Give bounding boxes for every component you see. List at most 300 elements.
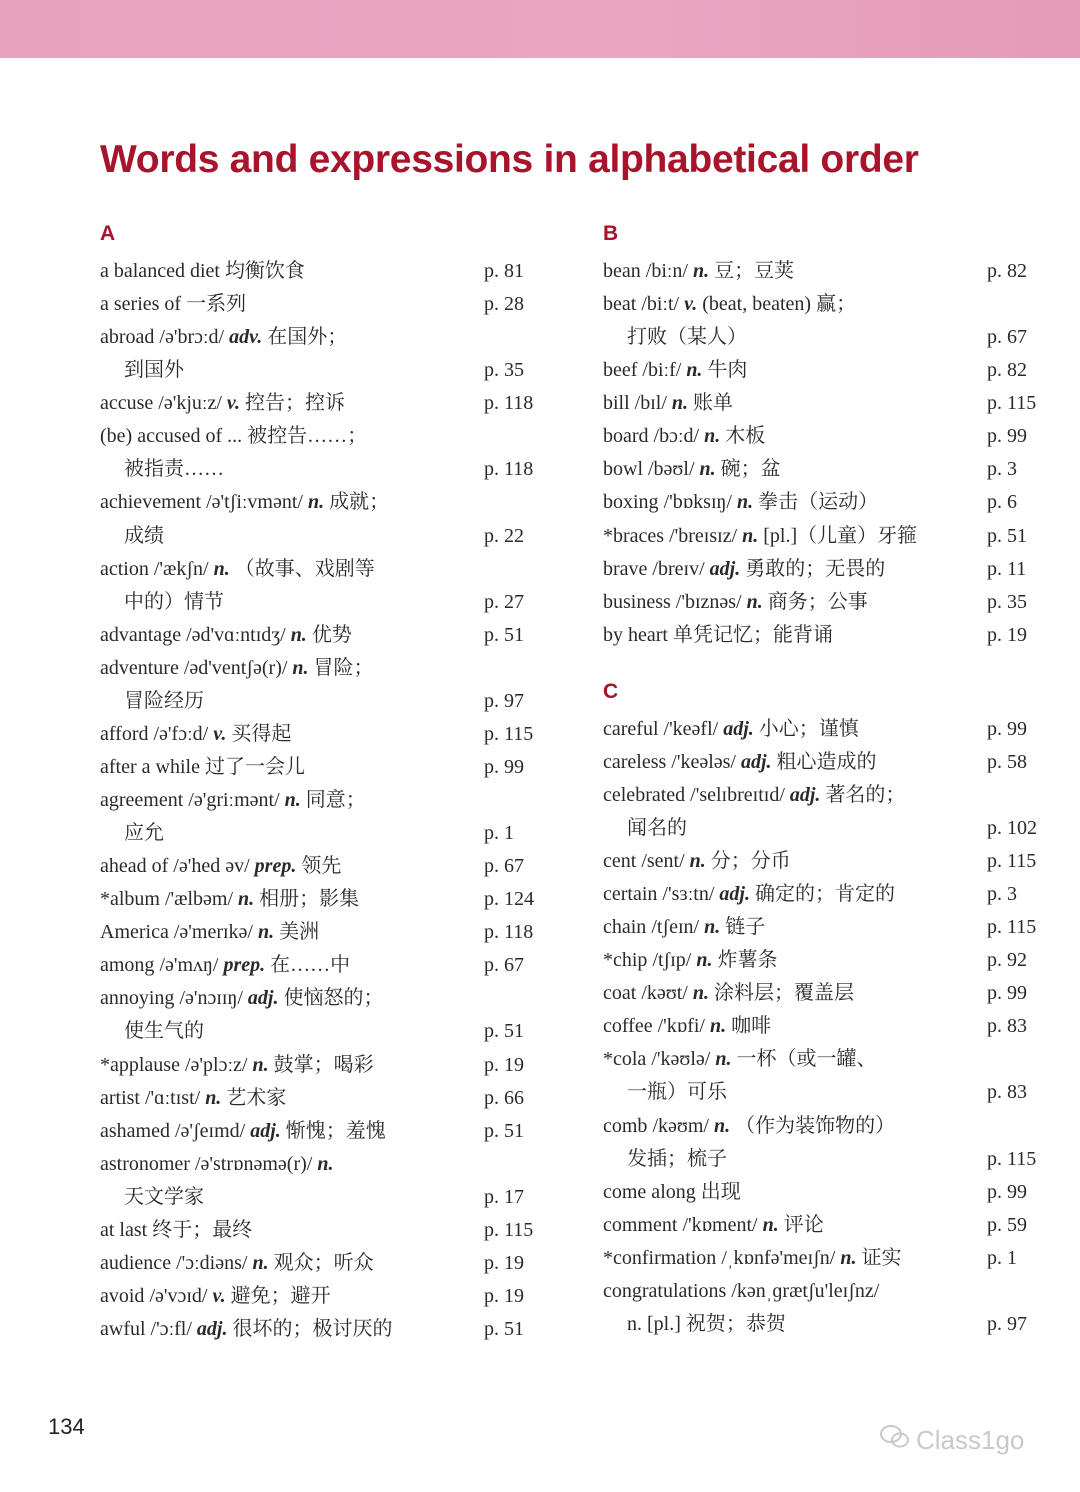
entry-phonetic: /ə'strɒnəmə(r)/ <box>194 1152 313 1175</box>
entry-part-of-speech: adj. <box>250 1119 281 1142</box>
entry-phonetic: /'sɜːtn/ <box>662 883 715 906</box>
entry-page-ref: p. 51 <box>484 1318 524 1340</box>
entry-part-of-speech: prep. <box>223 954 266 977</box>
entry-part-of-speech: n. <box>284 789 301 811</box>
entry-page-ref: p. 118 <box>484 458 534 481</box>
entry-definition: 很坏的；极讨厌的 <box>232 1318 393 1340</box>
entry-page-ref: p. 115 <box>987 916 1037 939</box>
entry-phonetic: /ə'plɔːz/ <box>184 1053 248 1076</box>
entry-definition: 买得起 <box>231 722 292 745</box>
entry-definition: 均衡饮食 <box>224 260 305 282</box>
entry-word: careless <box>603 750 667 773</box>
entry-definition: 著名的； <box>825 783 906 806</box>
entry-definition-continued: 发插；梳子 <box>627 1147 727 1170</box>
entry-phonetic: /breɪv/ <box>652 557 705 580</box>
entry-definition: 终于；最终 <box>152 1218 253 1241</box>
entry-word: *braces <box>603 524 665 547</box>
entry-page-ref: p. 99 <box>987 425 1027 448</box>
entry-page-ref: p. 19 <box>484 1053 524 1076</box>
glossary-entry <box>603 1275 1033 1341</box>
entry-page-ref: p. 115 <box>987 850 1037 872</box>
section-letter: A <box>100 222 116 245</box>
entry-definition: （故事、戏剧等 <box>234 557 375 580</box>
entry-part-of-speech: n. <box>736 491 754 514</box>
entry-part-of-speech: n. <box>693 260 710 282</box>
glossary-entry <box>603 1110 1037 1176</box>
entry-phonetic: /bɪl/ <box>634 392 667 415</box>
entry-phonetic: /tʃɪp/ <box>652 949 692 972</box>
glossary-entry <box>603 288 1033 354</box>
entry-phonetic: /ə'mʌŋ/ <box>159 954 219 977</box>
glossary-entry <box>603 387 1037 420</box>
entry-phonetic: /bəʊl/ <box>648 458 695 481</box>
entry-word: boxing <box>603 491 659 514</box>
entry-definition: [pl.]（儿童）牙箍 <box>763 524 918 547</box>
entry-definition: 美洲 <box>279 921 320 944</box>
entry-page-ref: p. 51 <box>484 623 524 646</box>
entry-page-ref: p. 82 <box>987 359 1027 382</box>
entry-word: adventure <box>100 656 179 679</box>
entry-phonetic: /ˌkɒnfə'meɪʃn/ <box>721 1246 836 1269</box>
entry-word: among <box>100 954 155 977</box>
entry-definition: 咖啡 <box>731 1015 772 1038</box>
entry-word: a series of <box>100 293 182 316</box>
entry-definition: 避免；避开 <box>230 1284 331 1307</box>
entry-word: congratulations <box>603 1279 727 1302</box>
entry-word: afford <box>100 722 149 745</box>
entry-part-of-speech: n. <box>671 392 689 415</box>
entry-definition: 粗心造成的 <box>776 750 877 773</box>
entry-word: achievement <box>100 491 202 514</box>
entry-part-of-speech: n. <box>257 921 275 944</box>
entry-part-of-speech: n. <box>252 1251 269 1274</box>
glossary-entry <box>100 1115 540 1148</box>
entry-word: annoying <box>100 987 175 1010</box>
entry-definition: 一杯（或一罐、 <box>736 1048 877 1071</box>
glossary-entry <box>603 713 1033 746</box>
entry-word: business <box>603 590 671 613</box>
entry-phonetic: /'bɪznəs/ <box>675 590 742 613</box>
glossary-entry <box>603 420 1033 453</box>
glossary-entry <box>603 255 1033 288</box>
glossary-entry <box>100 784 540 850</box>
entry-definition: 炸薯条 <box>717 949 778 972</box>
entry-part-of-speech: n. <box>715 1048 732 1071</box>
entry-phonetic: /əd'ventʃə(r)/ <box>183 656 288 679</box>
entry-definition: 艺术家 <box>226 1086 287 1109</box>
entry-part-of-speech: adj. <box>196 1318 228 1340</box>
entry-part-of-speech: adj. <box>740 750 772 773</box>
entry-word: chain <box>603 916 647 939</box>
entry-page-ref: p. 51 <box>987 524 1027 547</box>
page-number: 134 <box>48 1414 85 1439</box>
glossary-entry <box>100 850 540 883</box>
entry-page-ref: p. 115 <box>987 1147 1037 1170</box>
entry-phonetic: /biːf/ <box>642 359 682 382</box>
watermark <box>880 1424 1024 1457</box>
entry-definition: 拳击（运动） <box>758 491 879 514</box>
entry-part-of-speech: v. <box>684 293 698 316</box>
entry-part-of-speech: n. <box>840 1246 857 1269</box>
entry-page-ref: p. 83 <box>987 1015 1027 1038</box>
entry-phonetic: /ə'nɔɪɪŋ/ <box>179 987 243 1010</box>
watermark-text: Class1go <box>916 1425 1025 1455</box>
entry-definition: 成就； <box>329 491 390 514</box>
entry-phonetic: /ə'merɪkə/ <box>173 921 253 944</box>
entry-definition: 在……中 <box>270 954 351 977</box>
entry-page-ref: p. 67 <box>484 855 524 878</box>
glossary-entry <box>100 1214 540 1247</box>
entry-definition-continued: 被指责…… <box>124 458 224 481</box>
entry-word: coat <box>603 982 637 1005</box>
glossary-entry <box>603 779 1037 845</box>
entry-phonetic: /'keələs/ <box>671 750 736 773</box>
glossary-entry <box>100 387 540 420</box>
entry-page-ref: p. 19 <box>484 1251 524 1274</box>
glossary-entry <box>100 1247 540 1280</box>
entry-definition: 链子 <box>725 916 766 939</box>
page-title: Words and expressions in alphabetical order <box>100 138 919 181</box>
entry-word: astronomer <box>100 1152 190 1175</box>
entry-word: action <box>100 557 149 580</box>
entry-definition: 单凭记忆；能背诵 <box>672 623 833 646</box>
glossary-entry <box>100 1049 540 1082</box>
entry-page-ref: p. 51 <box>484 1020 524 1043</box>
entry-definition-continued: 一瓶）可乐 <box>627 1081 727 1104</box>
entry-page-ref: p. 83 <box>987 1081 1027 1104</box>
entry-part-of-speech: v. <box>212 1284 226 1307</box>
entry-page-ref: p. 19 <box>484 1284 524 1307</box>
glossary-entry <box>603 746 1033 779</box>
entry-definition: (beat, beaten) 赢； <box>702 293 857 316</box>
entry-word: bowl <box>603 458 643 481</box>
entry-word: come along <box>603 1180 696 1203</box>
glossary-entry <box>100 420 540 486</box>
entry-definition: 领先 <box>301 855 342 878</box>
entry-part-of-speech: n. <box>699 458 716 481</box>
glossary-entry <box>603 911 1037 944</box>
entry-page-ref: p. 6 <box>987 491 1017 514</box>
entry-word: (be) accused of ... <box>100 425 243 448</box>
entry-part-of-speech: adj. <box>723 717 754 740</box>
entry-word: ahead of <box>100 855 169 878</box>
glossary-entry <box>100 1148 540 1214</box>
entry-word: *confirmation <box>603 1246 717 1269</box>
entry-phonetic: /ə'vɔɪd/ <box>149 1284 208 1307</box>
entry-part-of-speech: n. <box>252 1053 269 1076</box>
entry-word: artist <box>100 1086 140 1109</box>
entry-definition: 商务；公事 <box>767 590 868 613</box>
entry-phonetic: /'bɒksɪŋ/ <box>663 491 732 514</box>
glossary-entry <box>100 553 540 619</box>
entry-phonetic: /'kəʊlə/ <box>651 1048 711 1071</box>
glossary-entry <box>100 321 540 387</box>
entry-word: after a while <box>100 755 200 778</box>
entry-definition-continued: 中的）情节 <box>124 590 224 613</box>
entry-part-of-speech: adj. <box>247 987 279 1010</box>
entry-part-of-speech: n. <box>742 524 759 547</box>
entry-part-of-speech: n. <box>704 916 721 939</box>
glossary-entry <box>603 1176 1033 1209</box>
entry-part-of-speech: n. <box>205 1086 222 1109</box>
entry-word: *cola <box>603 1048 647 1071</box>
entry-part-of-speech: n. <box>692 982 709 1005</box>
entry-word: a balanced diet <box>100 260 220 282</box>
entry-definition: 鼓掌；喝彩 <box>273 1053 374 1076</box>
entry-phonetic: /ə'hed əv/ <box>173 855 250 878</box>
entry-word: agreement <box>100 789 184 811</box>
entry-phonetic: /ə'brɔːd/ <box>159 326 225 349</box>
entry-page-ref: p. 118 <box>484 392 534 415</box>
glossary-entry <box>603 619 1033 652</box>
entry-phonetic: /biːt/ <box>641 293 680 316</box>
entry-page-ref: p. 67 <box>484 954 524 977</box>
entry-page-ref: p. 58 <box>987 750 1027 773</box>
entry-word: comment <box>603 1213 678 1236</box>
entry-definition-continued: 应允 <box>124 822 164 845</box>
entry-part-of-speech: adv. <box>229 326 263 349</box>
entry-phonetic: /'breɪsɪz/ <box>669 524 738 547</box>
entry-definition: 被控告……； <box>247 425 368 448</box>
entry-definition: 碗；盆 <box>720 458 781 481</box>
glossary-entry <box>100 288 540 321</box>
entry-phonetic: /'ɔːfl/ <box>150 1318 192 1340</box>
glossary-entry <box>100 1280 540 1313</box>
entry-page-ref: p. 115 <box>484 722 534 745</box>
entry-phonetic: /'ɑːtɪst/ <box>145 1086 201 1109</box>
entry-page-ref: p. 118 <box>484 921 534 944</box>
entry-page-ref: p. 51 <box>484 1119 524 1142</box>
glossary-entry <box>603 520 1033 553</box>
entry-definition: 分；分币 <box>710 850 791 872</box>
column-right <box>603 218 1037 1341</box>
entry-phonetic: /əd'vɑːntɪdʒ/ <box>186 623 286 646</box>
entry-part-of-speech: n. <box>686 359 703 382</box>
entry-page-ref: p. 92 <box>987 949 1027 972</box>
glossary-entry <box>603 944 1033 977</box>
glossary-entry <box>603 845 1037 878</box>
entry-word: bill <box>603 392 630 415</box>
entry-part-of-speech: n. <box>762 1213 779 1236</box>
entry-page-ref: p. 19 <box>987 623 1027 646</box>
glossary-entry <box>100 916 540 949</box>
entry-part-of-speech: adj. <box>789 783 821 806</box>
entry-page-ref: p. 97 <box>987 1312 1027 1335</box>
entry-page-ref: p. 115 <box>484 1218 534 1241</box>
entry-page-ref: p. 11 <box>987 557 1027 580</box>
glossary-entry <box>100 255 540 288</box>
entry-definition: 牛肉 <box>707 359 748 382</box>
entry-phonetic: /'selɪbreɪtɪd/ <box>690 783 785 806</box>
entry-phonetic: /'ɔːdiəns/ <box>176 1251 248 1274</box>
glossary-entry <box>603 354 1033 387</box>
entry-word: beat <box>603 293 637 316</box>
glossary-entry <box>100 949 540 982</box>
entry-definition: 评论 <box>783 1213 824 1236</box>
entry-part-of-speech: v. <box>226 392 241 415</box>
entry-phonetic: /tʃeɪn/ <box>651 916 700 939</box>
entry-phonetic: /kənˌɡrætʃu'leɪʃnz/ <box>731 1279 880 1302</box>
entry-word: comb <box>603 1114 648 1137</box>
entry-part-of-speech: n. <box>696 949 713 972</box>
entry-part-of-speech: v. <box>213 722 227 745</box>
entry-page-ref: p. 66 <box>484 1086 524 1109</box>
entry-part-of-speech: prep. <box>254 855 297 878</box>
entry-part-of-speech: n. <box>704 425 721 448</box>
entry-definition-continued: 成绩 <box>124 524 164 547</box>
glossary-entry <box>100 718 540 751</box>
entry-definition: 一系列 <box>186 293 247 316</box>
entry-word: by heart <box>603 623 668 646</box>
entry-definition-continued: 到国外 <box>124 359 184 382</box>
glossary-entry <box>603 553 1033 586</box>
entry-definition: 相册；影集 <box>259 888 360 911</box>
entry-part-of-speech: n. <box>292 656 309 679</box>
entry-word: accuse <box>100 392 154 415</box>
entry-phonetic: /sent/ <box>641 850 685 872</box>
glossary-entry <box>603 453 1033 486</box>
entry-word: celebrated <box>603 783 686 806</box>
entry-page-ref: p. 22 <box>484 524 524 547</box>
entry-page-ref: p. 97 <box>484 689 524 712</box>
entry-word: *chip <box>603 949 648 972</box>
entry-word: board <box>603 425 649 448</box>
entry-phonetic: /ə'tʃiːvmənt/ <box>206 491 303 514</box>
glossary-entry <box>603 977 1033 1010</box>
entry-definition: 证实 <box>861 1246 902 1269</box>
entry-definition: 在国外； <box>267 326 348 349</box>
entry-definition-continued: 冒险经历 <box>124 689 204 712</box>
entry-definition: 木板 <box>725 425 766 448</box>
entry-phonetic: /'keəfl/ <box>663 717 719 740</box>
entry-definition: 账单 <box>693 392 734 415</box>
entry-part-of-speech: n. <box>713 1114 731 1137</box>
glossary-entry <box>100 1313 540 1346</box>
entry-word: cent <box>603 850 637 872</box>
top-color-band <box>0 0 1080 58</box>
glossary-entry <box>603 1043 1033 1109</box>
entry-definition: （作为装饰物的） <box>735 1114 896 1137</box>
entry-page-ref: p. 1 <box>987 1246 1017 1269</box>
entry-part-of-speech: n. <box>710 1015 727 1038</box>
entry-page-ref: p. 3 <box>987 883 1017 906</box>
entry-page-ref: p. 17 <box>484 1185 524 1208</box>
entry-part-of-speech: adj. <box>719 883 750 906</box>
entry-definition: 观众；听众 <box>273 1251 374 1274</box>
entry-word: bean <box>603 260 641 282</box>
entry-phonetic: /'kɒfi/ <box>657 1015 705 1038</box>
entry-page-ref: p. 124 <box>484 888 534 911</box>
entry-definition-continued: 打败（某人） <box>627 326 747 349</box>
entry-phonetic: /'ækʃn/ <box>153 557 209 580</box>
entry-word: brave <box>603 557 648 580</box>
entry-page-ref: p. 35 <box>484 359 524 382</box>
entry-part-of-speech: n. <box>689 850 706 872</box>
entry-page-ref: p. 59 <box>987 1213 1027 1236</box>
entry-definition: 豆；豆荚 <box>714 260 795 282</box>
glossary-entry <box>100 982 540 1048</box>
glossary-entry <box>603 878 1033 911</box>
entry-phonetic: /kəʊt/ <box>641 982 688 1005</box>
glossary-entry <box>100 652 540 718</box>
entry-word: audience <box>100 1251 172 1274</box>
glossary-entry <box>603 486 1033 519</box>
entry-page-ref: p. 102 <box>987 816 1037 839</box>
entry-word: at last <box>100 1218 148 1241</box>
glossary-entry <box>100 751 540 784</box>
entry-page-ref: p. 99 <box>484 755 524 778</box>
column-left <box>100 218 540 1346</box>
glossary-entry <box>603 1209 1033 1242</box>
entry-definition-continued: 闻名的 <box>627 816 687 839</box>
entry-page-ref: p. 99 <box>987 982 1027 1005</box>
entry-word: America <box>100 921 169 944</box>
entry-part-of-speech: n. <box>238 888 255 911</box>
entry-phonetic: /ə'ʃeɪmd/ <box>174 1119 246 1142</box>
entry-definition: 过了一会儿 <box>204 755 305 778</box>
entry-word: awful <box>100 1318 146 1340</box>
entry-word: avoid <box>100 1284 145 1307</box>
entry-page-ref: p. 81 <box>484 260 524 282</box>
entry-phonetic: /biːn/ <box>645 260 688 282</box>
entry-word: advantage <box>100 623 182 646</box>
wechat-icon <box>880 1424 910 1457</box>
glossary-entry <box>603 1242 1033 1275</box>
entry-definition: 确定的；肯定的 <box>754 883 895 906</box>
entry-phonetic: /ə'griːmənt/ <box>188 789 280 811</box>
entry-definition: 冒险； <box>313 656 374 679</box>
glossary-entry <box>100 1082 540 1115</box>
entry-phonetic: /ə'fɔːd/ <box>153 722 209 745</box>
entry-definition-continued: 天文学家 <box>124 1185 204 1208</box>
entry-definition: 优势 <box>311 623 352 646</box>
entry-part-of-speech: n. <box>317 1152 334 1175</box>
entry-word: careful <box>603 717 659 740</box>
entry-page-ref: p. 99 <box>987 1180 1027 1203</box>
entry-definition-continued: 使生气的 <box>124 1020 204 1043</box>
entry-definition: 勇敢的；无畏的 <box>745 557 886 580</box>
entry-word: coffee <box>603 1015 653 1038</box>
entry-page-ref: p. 28 <box>484 293 524 316</box>
section-letter: C <box>603 679 619 703</box>
entry-part-of-speech: n. <box>307 491 325 514</box>
entry-page-ref: p. 82 <box>987 260 1027 282</box>
entry-part-of-speech: n. <box>746 590 763 613</box>
entry-part-of-speech: n. <box>290 623 307 646</box>
entry-word: abroad <box>100 326 155 349</box>
entry-word: ashamed <box>100 1119 170 1142</box>
entry-phonetic: /'kɒment/ <box>682 1213 758 1236</box>
glossary-entry <box>603 586 1033 619</box>
entry-part-of-speech: adj. <box>709 557 741 580</box>
entry-word: beef <box>603 359 638 382</box>
entry-page-ref: p. 115 <box>987 392 1037 415</box>
entry-page-ref: p. 35 <box>987 590 1027 613</box>
section-letter: B <box>603 222 619 245</box>
glossary-entry <box>603 1010 1033 1043</box>
entry-word: *applause <box>100 1053 180 1076</box>
entry-definition-continued: n. [pl.] 祝贺；恭贺 <box>627 1312 786 1335</box>
entry-definition: 涂料层；覆盖层 <box>713 982 854 1005</box>
entry-word: certain <box>603 883 658 906</box>
entry-phonetic: /bɔːd/ <box>653 425 700 448</box>
glossary-entry <box>100 619 540 652</box>
glossary-entry <box>100 486 540 552</box>
entry-definition: 小心；谨慎 <box>758 717 859 740</box>
entry-definition: 同意； <box>305 789 366 811</box>
entry-definition: 惭愧；羞愧 <box>285 1119 386 1142</box>
entry-part-of-speech: n. <box>213 557 230 580</box>
